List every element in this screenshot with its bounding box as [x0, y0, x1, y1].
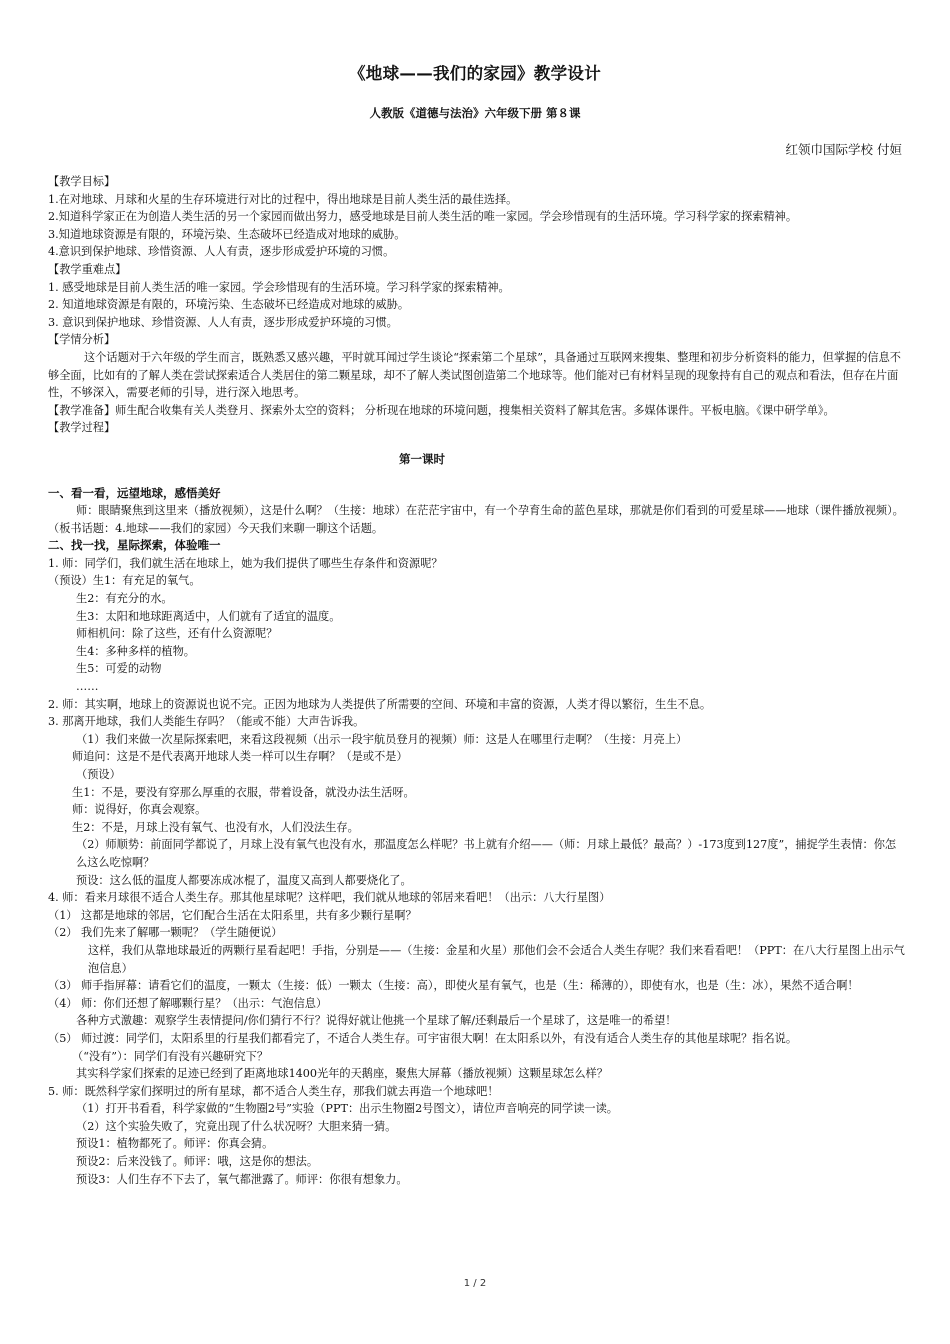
section-title: 二、找一找，星际探索，体验唯一 [48, 538, 221, 553]
text-line: 师：说得好，你真会观察。 [72, 803, 207, 817]
section-heading: 【教学目标】 [48, 175, 116, 188]
text-line: 1.在对地球、月球和火星的生存环境进行对比的过程中，得出地球是目前人类生活的最佳选择。 [48, 192, 518, 206]
text-line: 各种方式激趣：观察学生表情提问/你们猜行不行？说得好就让他挑一个星球了解/还剩最后一个星球了，这是唯一的希望！ [76, 1014, 677, 1028]
paragraph [48, 502, 906, 537]
text-line: 2.知道科学家正在为创造人类生活的另一个家园而做出努力，感受地球是目前人类生活的唯一家园。学会珍惜现有的生活环境。学习科学家的探索精神。 [48, 210, 798, 224]
text-line: 3.知道地球资源是有限的，环境污染、生态破坏已经造成对地球的威胁。 [48, 227, 406, 241]
paragraph-text: 师：眼睛聚焦到这里来（播放视频），这是什么啊？（生接：地球）在茫茫宇宙中，有一个孕育生命的蓝色星球，那就是你们看到的可爱星球——地球（课件播放视频）。（板书话题：4.地球——我们的家园）今天我们来聊一聊这个话题。 [48, 504, 904, 535]
text-line: 3. 那离开地球，我们人类能生存吗？（能或不能）大声告诉我。 [48, 715, 365, 729]
text-line: （1） 这都是地球的邻居，它们配合生活在太阳系里，共有多少颗行星啊？ [48, 908, 417, 922]
text-line: 4.意识到保护地球、珍惜资源、人人有责，逐步形成爱护环境的习惯。 [48, 245, 395, 259]
document-subtitle: 人教版《道德与法治》六年级下册 第８课 [369, 106, 581, 120]
text-line: 预设3：人们生存不下去了，氧气都泄露了。师评：你很有想象力。 [76, 1172, 408, 1186]
lesson-heading: 第一课时 [399, 451, 445, 466]
section-heading: 【教学过程】 [48, 421, 116, 435]
text-line: 5. 师：既然科学家们探明过的所有星球，都不适合人类生存，那我们就去再造一个地球吧！ [48, 1084, 499, 1098]
text-line: 这样，我们从靠地球最近的两颗行星看起吧！手指，分别是——（生接：金星和火星）那他们会不会适合人类生存呢？我们来看看吧！（PPT：在八大行星图上出示气泡信息） [88, 943, 905, 975]
text-line: （2） 我们先来了解哪一颗呢？（学生随便说） [48, 926, 283, 940]
section-heading: 【教学重难点】 [48, 262, 127, 276]
document-body [48, 173, 906, 1188]
text-line: 生3：太阳和地球距离适中，人们就有了适宜的温度。 [76, 609, 341, 623]
section-heading: 【学情分析】 [48, 333, 116, 347]
text-line: 1. 师：同学们，我们就生活在地球上，她为我们提供了哪些生存条件和资源呢？ [48, 556, 443, 570]
text-line: 生4：多种多样的植物。 [76, 644, 195, 658]
text-line: 生2：不是，月球上没有氧气、也没有水，人们没法生存。 [72, 820, 359, 834]
author-line: 红领巾国际学校 付姮 [785, 142, 902, 157]
text-line: 其实科学家们探索的足迹已经到了距离地球1400光年的天鹅座，聚焦大屏幕（播放视频）这颗星球怎么样？ [76, 1067, 608, 1081]
text-line: 预设：这么低的温度人都要冻成冰棍了，温度又高到人都要烧化了。 [76, 873, 412, 887]
text-line: （3） 师手指屏幕：请看它们的温度，一颗太（生接：低）一颗太（生接：高），即使火星有氧气，也是（生：稀薄的），即使有水，也是（生：冰），果然不适合啊！ [48, 979, 859, 993]
text-line: 2. 师：其实啊，地球上的资源说也说不完。正因为地球为人类提供了所需要的空间、环境和丰富的资源，人类才得以繁衍，生生不息。 [48, 697, 712, 711]
text-line: （预设）生1：有充足的氧气。 [48, 574, 201, 588]
text-line: 预设2：后来没钱了。师评：哦，这是你的想法。 [76, 1155, 319, 1169]
text-line: 预设1：植物都死了。师评：你真会猜。 [76, 1137, 274, 1151]
text-line: 师追问：这是不是代表离开地球人类一样可以生存啊？（是或不是） [72, 750, 408, 764]
text-line: 3. 意识到保护地球、珍惜资源、人人有责，逐步形成爱护环境的习惯。 [48, 315, 398, 329]
text-line: 生1：不是，要没有穿那么厚重的衣服，带着设备，就没办法生活呀。 [72, 785, 415, 799]
text-line: 生2：有充分的水。 [76, 592, 173, 606]
text-line: 生5：可爱的动物 [76, 662, 162, 676]
text-line: （2）这个实验失败了，究竟出现了什么状况呀？大胆来猜一猜。 [76, 1119, 397, 1133]
text-line: （4） 师：你们还想了解哪颗行星？（出示：气泡信息） [48, 996, 328, 1010]
text-line: 师相机问：除了这些，还有什么资源呢？ [76, 627, 278, 641]
text-line: （预设） [76, 768, 121, 781]
paragraph [48, 349, 906, 402]
section-title: 一、看一看，远望地球，感悟美好 [48, 485, 221, 500]
text-line: 4. 师：看来月球很不适合人类生存。那其他星球呢？这样吧，我们就从地球的邻居来看吧！（出示：八大行星图） [48, 891, 611, 905]
text-line: （2）师顺势：前面同学都说了，月球上没有氧气也没有水，那温度怎么样呢？书上就有介绍——（师：月球上最低？最高？）-173度到127度”，捕捉学生表情：你怎么这么吃惊啊？ [76, 838, 897, 869]
text-line: （“没有”）：同学们有没有兴趣研究下？ [72, 1049, 269, 1063]
text-line: （1）打开书看看，科学家做的“生物圈2号”实验（PPT：出示生物圈2号图文），请位声音响亮的同学读一读。 [76, 1102, 618, 1116]
document-title: 《地球——我们的家园》教学设计 [349, 64, 601, 83]
text-line: …… [76, 680, 99, 694]
page-number: 1 / 2 [463, 1278, 487, 1289]
text-line: 2. 知道地球资源是有限的，环境污染、生态破坏已经造成对地球的威胁。 [48, 298, 410, 312]
text-line: （1）我们来做一次星际探索吧，来看这段视频（出示一段宇航员登月的视频）师：这是人在哪里行走啊？（生接：月亮上） [76, 732, 688, 746]
text-line: 【教学准备】师生配合收集有关人类登月、探索外太空的资料； 分析现在地球的环境问题，搜集相关资料了解其危害。多媒体课件。平板电脑。《课中研学单》。 [48, 403, 835, 417]
text-line: 1. 感受地球是目前人类生活的唯一家园。学会珍惜现有的生活环境。学习科学家的探索精神。 [48, 280, 510, 294]
paragraph-text: 这个话题对于六年级的学生而言，既熟悉又感兴趣，平时就耳闻过学生谈论“探索第二个星球”，具备通过互联网来搜集、整理和初步分析资料的能力，但掌握的信息不够全面，比如有的了解人类在尝试探索适合人类居住的第二颗星球，却不了解人类试图创造第二个地球等。他们能对已有材料呈现的现象持有自己的观点和看法，但存在片面性，不够深入，需要老师的引导，进行深入地思考。 [48, 350, 901, 400]
text-line: （5） 师过渡：同学们，太阳系里的行星我们都看完了，不适合人类生存。可宇宙很大啊！在太阳系以外，有没有适合人类生存的其他星球呢？指名说。 [48, 1031, 798, 1045]
